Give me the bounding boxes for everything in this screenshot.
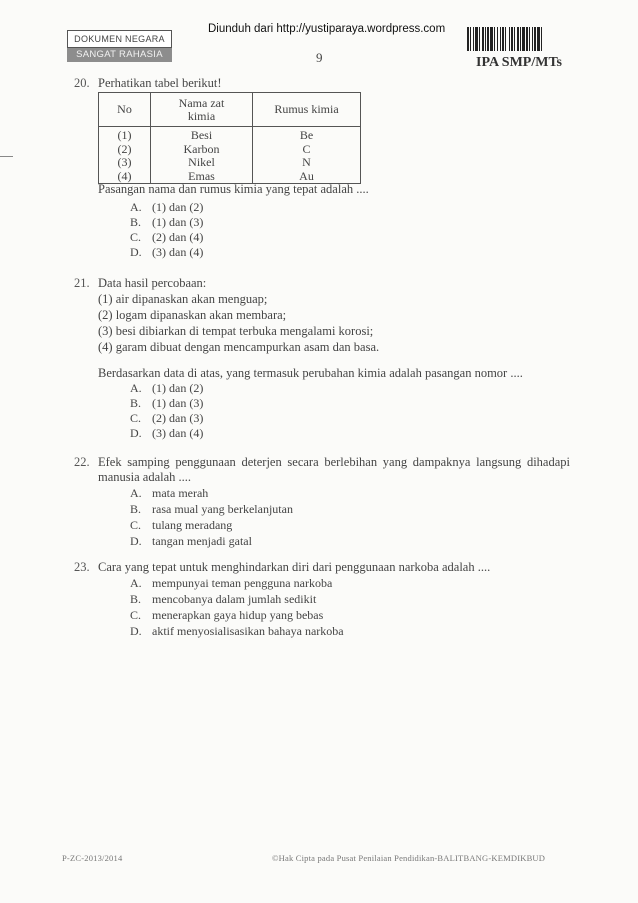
q22-option-c-letter: C. [130,518,142,532]
table-cell-no: (3) [99,156,151,170]
q20-option-a-letter: A. [130,200,142,214]
q22-option-c-text: tulang meradang [152,518,233,532]
table-cell-formula: Au [253,170,361,184]
q21-option-b-text: (1) dan (3) [152,396,204,410]
table-cell-name: Besi [151,127,253,143]
q23-option-b-letter: B. [130,592,142,606]
table-row [99,156,361,170]
q22-option-d-text: tangan menjadi gatal [152,534,252,548]
q22-option-b-text: rasa mual yang berkelanjutan [152,502,293,516]
q21-option-d-text: (3) dan (4) [152,426,204,440]
subject-title: IPA SMP/MTs [476,55,562,70]
q21-option-a-text: (1) dan (2) [152,381,204,395]
q20-question: Pasangan nama dan rumus kimia yang tepat adalah .... [98,182,369,196]
q21-intro: Data hasil percobaan: [98,276,207,290]
q23-option-a-letter: A. [130,576,142,590]
footer-code: P-ZC-2013/2014 [62,853,123,863]
table-row [99,143,361,157]
table-header-row [99,93,361,127]
q20-prompt: Perhatikan tabel berikut! [98,76,222,90]
q22-option-a-text: mata merah [152,486,209,500]
q21-question: Berdasarkan data di atas, yang termasuk perubahan kimia adalah pasangan nomor .... [98,366,523,380]
table-cell-no: (2) [99,143,151,157]
q21-option-c-text: (2) dan (3) [152,411,204,425]
q20-option-d-text: (3) dan (4) [152,245,204,259]
q21-option-c-letter: C. [130,411,142,425]
q21-data-item: (2) logam dipanaskan akan membara; [98,308,287,322]
download-source-text: Diunduh dari http://yustiparaya.wordpress.com [208,23,446,35]
q21-data-item: (1) air dipanaskan akan menguap; [98,292,268,306]
q22-question-line1: Efek samping penggunaan deterjen secara berlebihan yang dampaknya langsung dihadapi [98,455,570,469]
table-cell-name: Nikel [151,156,253,170]
q20-option-d-letter: D. [130,245,142,259]
dokumen-negara-label: DOKUMEN NEGARA [67,30,172,48]
barcode-icon [467,27,578,51]
table-cell-name: Emas [151,170,253,184]
q20-number: 20. [74,76,90,90]
table-header-name-line1: Nama zat [178,95,225,110]
q23-option-b-text: mencobanya dalam jumlah sedikit [152,592,317,606]
q22-option-a-letter: A. [130,486,142,500]
q23-option-d-letter: D. [130,624,142,638]
q20-option-c-letter: C. [130,230,142,244]
q20-option-b-letter: B. [130,215,142,229]
table-cell-no: (4) [99,170,151,184]
table-cell-formula: Be [253,127,361,143]
table-header-no: No [99,93,151,127]
chemical-table [98,92,361,184]
q22-number: 22. [74,455,90,469]
table-header-name-line2: kimia [187,108,216,123]
q22-option-b-letter: B. [130,502,142,516]
q20-option-b-text: (1) dan (3) [152,215,204,229]
q23-question: Cara yang tepat untuk menghindarkan diri dari penggunaan narkoba adalah .... [98,560,491,574]
q22-option-d-letter: D. [130,534,142,548]
q21-option-d-letter: D. [130,426,142,440]
q23-option-d-text: aktif menyosialisasikan bahaya narkoba [152,624,344,638]
footer-copyright: ©Hak Cipta pada Pusat Penilaian Pendidikan-BALITBANG-KEMDIKBUD [272,853,546,863]
page-number: 9 [316,50,323,65]
table-header-name [151,93,253,127]
q23-option-c-text: menerapkan gaya hidup yang bebas [152,608,324,622]
table-row [99,127,361,143]
q21-data-item: (4) garam dibuat dengan mencampurkan asam dan basa. [98,340,380,354]
q23-option-a-text: mempunyai teman pengguna narkoba [152,576,333,590]
table-cell-formula: N [253,156,361,170]
q21-number: 21. [74,276,90,290]
q21-data-item: (3) besi dibiarkan di tempat terbuka mengalami korosi; [98,324,374,338]
table-cell-formula: C [253,143,361,157]
q23-option-c-letter: C. [130,608,142,622]
q20-option-a-text: (1) dan (2) [152,200,204,214]
table-cell-name: Karbon [151,143,253,157]
table-cell-no: (1) [99,127,151,143]
q20-option-c-text: (2) dan (4) [152,230,204,244]
q23-number: 23. [74,560,90,574]
q21-option-a-letter: A. [130,381,142,395]
q21-option-b-letter: B. [130,396,142,410]
q22-question-line2: manusia adalah .... [98,470,192,484]
sangat-rahasia-label: SANGAT RAHASIA [67,48,172,62]
margin-mark [0,156,13,157]
table-header-formula: Rumus kimia [253,93,361,127]
